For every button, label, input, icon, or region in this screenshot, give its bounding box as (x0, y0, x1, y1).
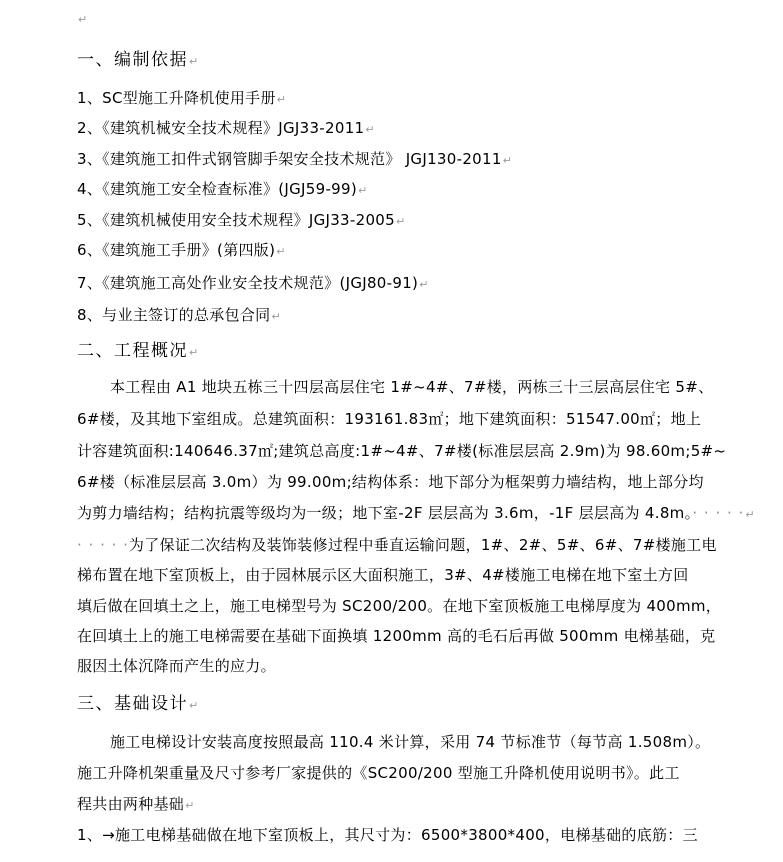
section-title: 三、基础设计 (77, 694, 188, 714)
overview-paragraph-line: 计容建筑面积:140646.37㎡;建筑总高度:1#~4#、7#楼(标准层层高 2.9m)为 98.60m;5#~ (77, 442, 727, 460)
basis-item: 4、《建筑施工安全检查标准》(JGJ59-99)↵ (77, 180, 368, 198)
basis-item: 7、《建筑施工高处作业安全技术规范》(JGJ80-91)↵ (77, 274, 429, 292)
foundation-paragraph-line: 施工升降机架重量及尺寸参考厂家提供的《SC200/200 型施工升降机使用说明书》。此工 (77, 764, 680, 782)
overview-paragraph-line: 在回填土上的施工电梯需要在基础下面换填 1200mm 高的毛石后再做 500mm 电梯基础，克 (77, 627, 716, 645)
basis-item: 2、《建筑机械安全技术规程》JGJ33-2011↵ (77, 119, 375, 137)
section-title: 二、工程概况 (77, 341, 188, 361)
section-title: 一、编制依据 (77, 50, 188, 70)
overview-paragraph-line: 服因土体沉降而产生的应力。 (77, 657, 276, 675)
overview-paragraph-line: 为剪力墙结构；结构抗震等级均为一级；地下室-2F 层层高为 3.6m，-1F 层层高为 4.8m。· · · · ·↵ (77, 504, 755, 522)
section-heading-foundation: 三、基础设计↵ (77, 694, 199, 714)
basis-item: 6、《建筑施工手册》(第四版)↵ (77, 241, 286, 259)
overview-paragraph-line: 本工程由 A1 地块五栋三十四层高层住宅 1#~4#、7#楼，两栋三十三层高层住宅 5#、 (110, 378, 714, 396)
basis-item: 8、与业主签订的总承包合同↵ (77, 306, 281, 324)
section-heading-basis: 一、编制依据↵ (77, 50, 199, 70)
overview-paragraph-line: · · · · ·为了保证二次结构及装饰装修过程中垂直运输问题，1#、2#、5#、6#、7#楼施工电 (77, 536, 717, 554)
overview-paragraph-line: 填后做在回填土之上，施工电梯型号为 SC200/200。在地下室顶板施工电梯厚度为 400mm， (77, 597, 722, 615)
overview-paragraph-line: 6#楼，及其地下室组成。总建筑面积：193161.83㎡；地下建筑面积：51547.00㎡；地上 (77, 410, 702, 428)
basis-item: 3、《建筑施工扣件式钢管脚手架安全技术规范》 JGJ130-2011↵ (77, 150, 512, 168)
basis-item: 5、《建筑机械使用安全技术规程》JGJ33-2005↵ (77, 211, 406, 229)
empty-paragraph (77, 8, 87, 30)
section-heading-overview: 二、工程概况↵ (77, 341, 199, 361)
foundation-item: 1、→施工电梯基础做在地下室顶板上，其尺寸为：6500*3800*400，电梯基础的底筋：三 (77, 826, 698, 844)
overview-paragraph-line: 梯布置在地下室顶板上，由于园林展示区大面积施工，3#、4#楼施工电梯在地下室土方回 (77, 566, 689, 584)
leading-dots: · · · · · (77, 536, 129, 554)
basis-item: 1、SC型施工升降机使用手册↵ (77, 89, 286, 107)
foundation-paragraph-line: 施工电梯设计安装高度按照最高 110.4 米计算，采用 74 节标准节（每节高 1.508m）。 (110, 733, 711, 751)
foundation-paragraph-line: 程共由两种基础↵ (77, 795, 195, 813)
paragraph-mark: ↵ (78, 13, 88, 26)
overview-paragraph-line: 6#楼（标准层层高 3.0m）为 99.00m;结构体系：地下部分为框架剪力墙结构，地上部分均 (77, 473, 704, 491)
